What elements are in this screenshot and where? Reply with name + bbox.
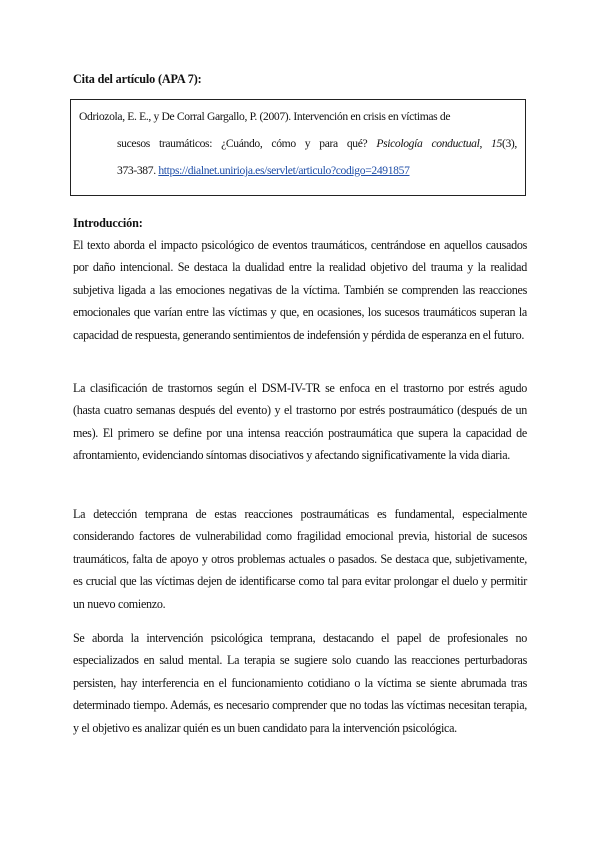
intro-heading: Introducción:: [73, 216, 143, 230]
citation-journal: Psicología conductual: [376, 137, 480, 150]
citation-line-3: [117, 164, 410, 177]
citation-url-link[interactable]: https://dialnet.unirioja.es/servlet/articulo?codigo=2491857: [158, 164, 410, 177]
citation-title-cont: sucesos traumáticos: ¿Cuándo, cómo y para qué?: [117, 137, 368, 150]
intro-paragraph-4: Se aborda la intervención psicológica temprana, destacando el papel de profesionales no especializados en salud mental. La terapia se sugiere solo cuando las reacciones perturbadoras persisten, hay interferencia en el funcionamiento cotidiano o la víctima se siente abrumada tras determinado tiempo. Además, es necesario comprender que no todas las víctimas necesitan terapia, y el objetivo es analizar quién es un buen candidato para la intervención psicológica.: [73, 631, 527, 735]
intro-paragraph-1: El texto aborda el impacto psicológico de eventos traumáticos, centrándose en aquellos causados por daño intencional. Se destaca la dualidad entre la realidad objetivo del trauma y la realidad subjetiva ligada a las emociones negativas de la víctima. También se comprenden las reacciones emocionales que varían entre las víctimas y que, en ocasiones, los sucesos traumáticos superan la capacidad de respuesta, generando sentimientos de indefensión y pérdida de esperanza en el futuro.: [73, 238, 527, 342]
citation-heading: Cita del artículo (APA 7):: [73, 72, 202, 86]
citation-pages: 373-387.: [117, 164, 156, 177]
citation-volume: 15: [491, 137, 502, 150]
citation-line-1: Odriozola, E. E., y De Corral Gargallo, P. (2007). Intervención en crisis en víctimas de: [79, 110, 451, 123]
citation-box: [70, 99, 526, 196]
citation-issue: (3),: [501, 137, 517, 150]
citation-line-2: sucesos traumáticos: ¿Cuándo, cómo y para qué? Psicología conductual, 15(3),: [117, 137, 517, 150]
intro-paragraph-3: La detección temprana de estas reacciones postraumáticas es fundamental, especialmente considerando factores de vulnerabilidad como fragilidad emocional previa, historial de sucesos traumáticos, falta de apoyo y otros problemas actuales o pasados. Se destaca que, subjetivamente, es crucial que las víctimas dejen de identificarse como tal para evitar prolongar el duelo y permitir un nuevo comienzo.: [73, 507, 527, 611]
intro-paragraph-2: La clasificación de trastornos según el DSM-IV-TR se enfoca en el trastorno por estrés agudo (hasta cuatro semanas después del evento) y el trastorno por estrés postraumático (después de un mes). El primero se define por una intensa reacción postraumática que supera la capacidad de afrontamiento, evidenciando síntomas disociativos y afectando significativamente la vida diaria.: [73, 381, 527, 463]
